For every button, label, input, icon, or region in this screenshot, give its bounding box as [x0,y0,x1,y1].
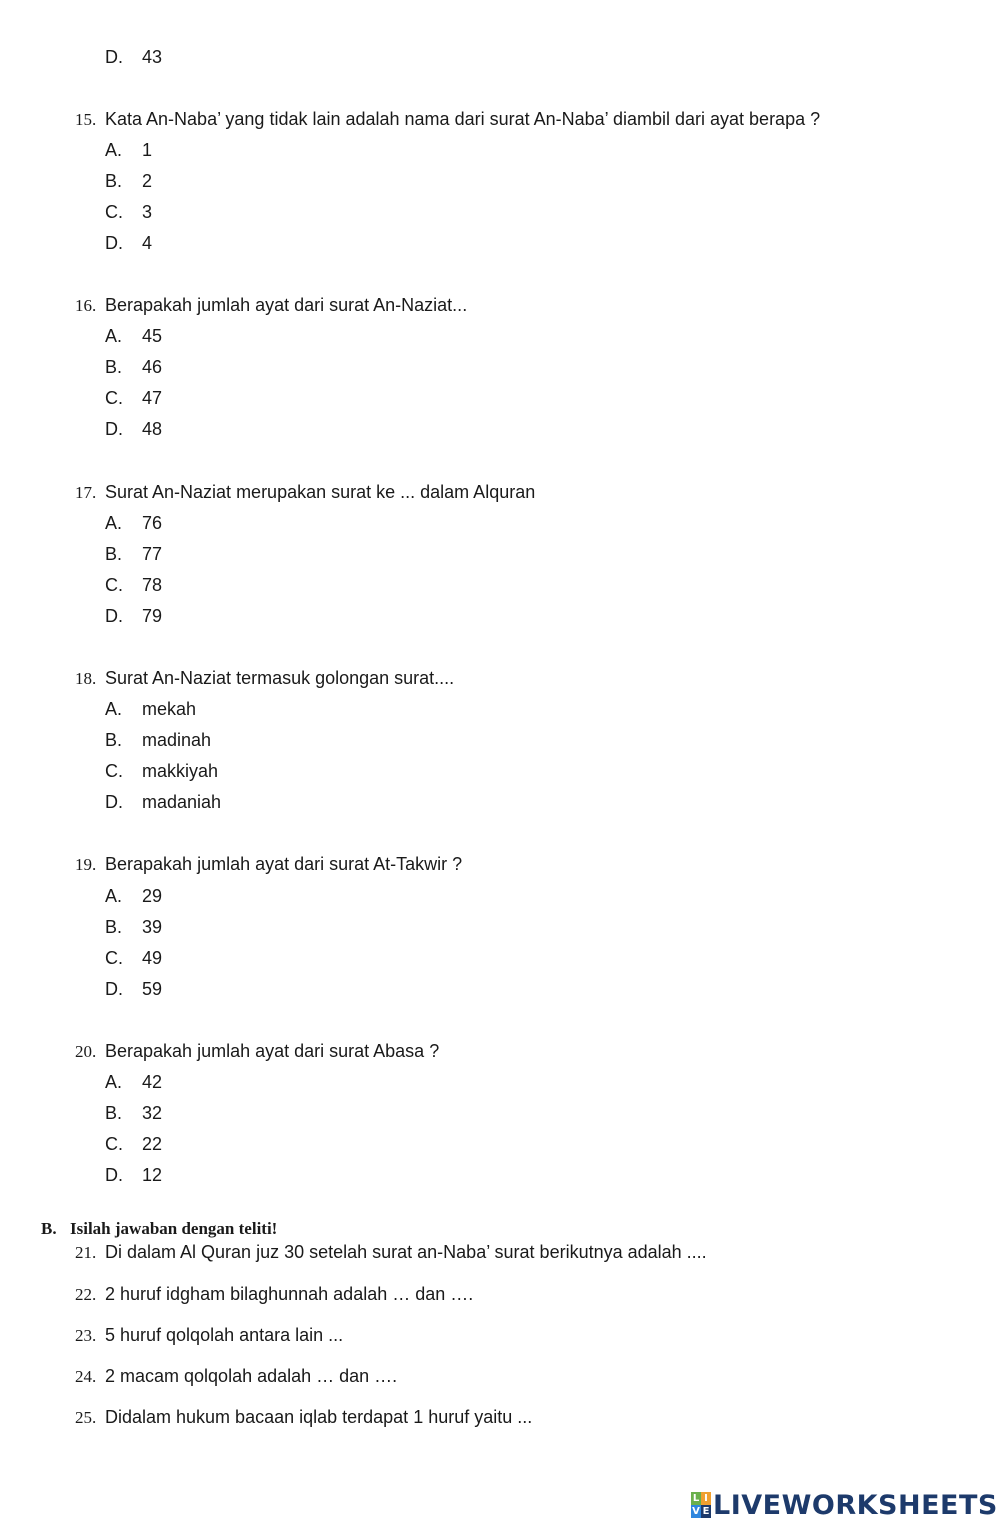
option-text: 76 [142,513,163,533]
option-row [105,978,162,1000]
question-15 [75,108,820,131]
option-letter: C. [105,202,123,222]
option-row [105,729,211,751]
option-letter: A. [105,886,123,906]
option-letter: A. [105,699,123,719]
option-row [105,605,162,627]
option-text: 79 [142,606,163,626]
option-text: 29 [142,886,163,906]
option-text: 4 [142,233,153,253]
question-number: 17. [75,483,97,502]
question-number: 18. [75,669,97,688]
question-text: 5 huruf qolqolah antara lain ... [105,1325,344,1345]
essay-question-25 [75,1406,532,1429]
question-number: 15. [75,110,97,129]
question-text: Kata An-Naba’ yang tidak lain adalah nama dari surat An-Naba’ diambil dari ayat berapa ? [105,109,821,129]
option-letter: D. [105,419,123,439]
option-text: madaniah [142,792,222,812]
question-text: Berapakah jumlah ayat dari surat An-Naziat... [105,295,468,315]
option-row [105,387,162,409]
option-row [105,916,162,938]
option-text: 32 [142,1103,163,1123]
option-row [105,885,162,907]
option-letter: D. [105,606,123,626]
option-text: mekah [142,699,197,719]
option-row [105,791,221,813]
question-number: 23. [75,1326,97,1345]
option-letter: D. [105,792,123,812]
question-number: 20. [75,1042,97,1061]
question-text: Didalam hukum bacaan iqlab terdapat 1 huruf yaitu ... [105,1407,533,1427]
option-text: 1 [142,140,153,160]
option-text: 77 [142,544,163,564]
option-letter: D. [105,233,123,253]
section-letter: B. [41,1219,57,1238]
question-text: 2 huruf idgham bilaghunnah adalah … dan …. [105,1284,474,1304]
question-20 [75,1040,439,1063]
logo-icon-letter: L [692,1493,700,1504]
question-16 [75,294,467,317]
option-row [105,512,162,534]
question-number: 19. [75,855,97,874]
option-row [105,139,152,161]
option-text: 59 [142,979,163,999]
question-text: Berapakah jumlah ayat dari surat Abasa ? [105,1041,440,1061]
question-text: Surat An-Naziat merupakan surat ke ... dalam Alquran [105,482,536,502]
option-letter: A. [105,140,123,160]
question-19 [75,853,462,876]
option-text: 3 [142,202,153,222]
option-letter: C. [105,388,123,408]
option-letter: B. [105,917,123,937]
option-row [105,1102,162,1124]
option-row [105,418,162,440]
option-letter: A. [105,513,123,533]
question-text: Di dalam Al Quran juz 30 setelah surat an-Naba’ surat berikutnya adalah .... [105,1242,707,1262]
option-text: makkiyah [142,761,219,781]
section-b-heading [41,1218,277,1240]
option-letter: C. [105,1134,123,1154]
question-text: 2 macam qolqolah adalah … dan …. [105,1366,398,1386]
option-row [105,543,162,565]
option-row [105,1071,162,1093]
question-number: 16. [75,296,97,315]
option-row [105,760,218,782]
option-text: 22 [142,1134,163,1154]
option-letter: D. [105,979,123,999]
option-letter: B. [105,1103,123,1123]
option-text: 78 [142,575,163,595]
liveworksheets-logo [691,1487,998,1523]
option-row [105,170,152,192]
option-letter: C. [105,575,123,595]
question-text: Berapakah jumlah ayat dari surat At-Takwir ? [105,854,463,874]
option-letter: D. [105,47,123,67]
option-row [105,201,152,223]
option-letter: B. [105,730,123,750]
option-text: madinah [142,730,212,750]
option-row [105,698,196,720]
option-text: 12 [142,1165,163,1185]
option-text: 48 [142,419,163,439]
option-row [105,1164,162,1186]
question-number: 24. [75,1367,97,1386]
option-text: 2 [142,171,153,191]
option-text: 47 [142,388,163,408]
liveworksheets-logo-icon [691,1492,711,1518]
option-letter: B. [105,357,123,377]
question-17 [75,481,535,504]
essay-question-24 [75,1365,397,1388]
essay-question-23 [75,1324,343,1347]
question-number: 25. [75,1408,97,1427]
option-letter: B. [105,171,123,191]
option-text: 43 [142,47,163,67]
option-row [105,232,152,254]
option-text: 49 [142,948,163,968]
option-row [105,574,162,596]
logo-icon-letter: V [692,1506,700,1517]
option-text: 42 [142,1072,163,1092]
option-letter: A. [105,1072,123,1092]
logo-icon-letter: E [702,1506,710,1517]
option-text: 39 [142,917,163,937]
option-letter: C. [105,761,123,781]
question-18 [75,667,454,690]
option-letter: C. [105,948,123,968]
option-letter: A. [105,326,123,346]
option-text: 46 [142,357,163,377]
option-row [105,1133,162,1155]
section-title: Isilah jawaban dengan teliti! [70,1219,278,1238]
option-row [105,356,162,378]
essay-question-22 [75,1283,473,1306]
option-letter: D. [105,1165,123,1185]
option-text: 45 [142,326,163,346]
option-row [105,947,162,969]
question-text: Surat An-Naziat termasuk golongan surat.... [105,668,455,688]
option-letter: B. [105,544,123,564]
option-row [105,46,162,68]
option-row [105,325,162,347]
question-number: 22. [75,1285,97,1304]
logo-icon-letter: I [701,1492,711,1505]
logo-wordmark: LIVEWORKSHEETS [713,1489,998,1521]
question-number: 21. [75,1243,97,1262]
essay-question-21 [75,1241,707,1264]
